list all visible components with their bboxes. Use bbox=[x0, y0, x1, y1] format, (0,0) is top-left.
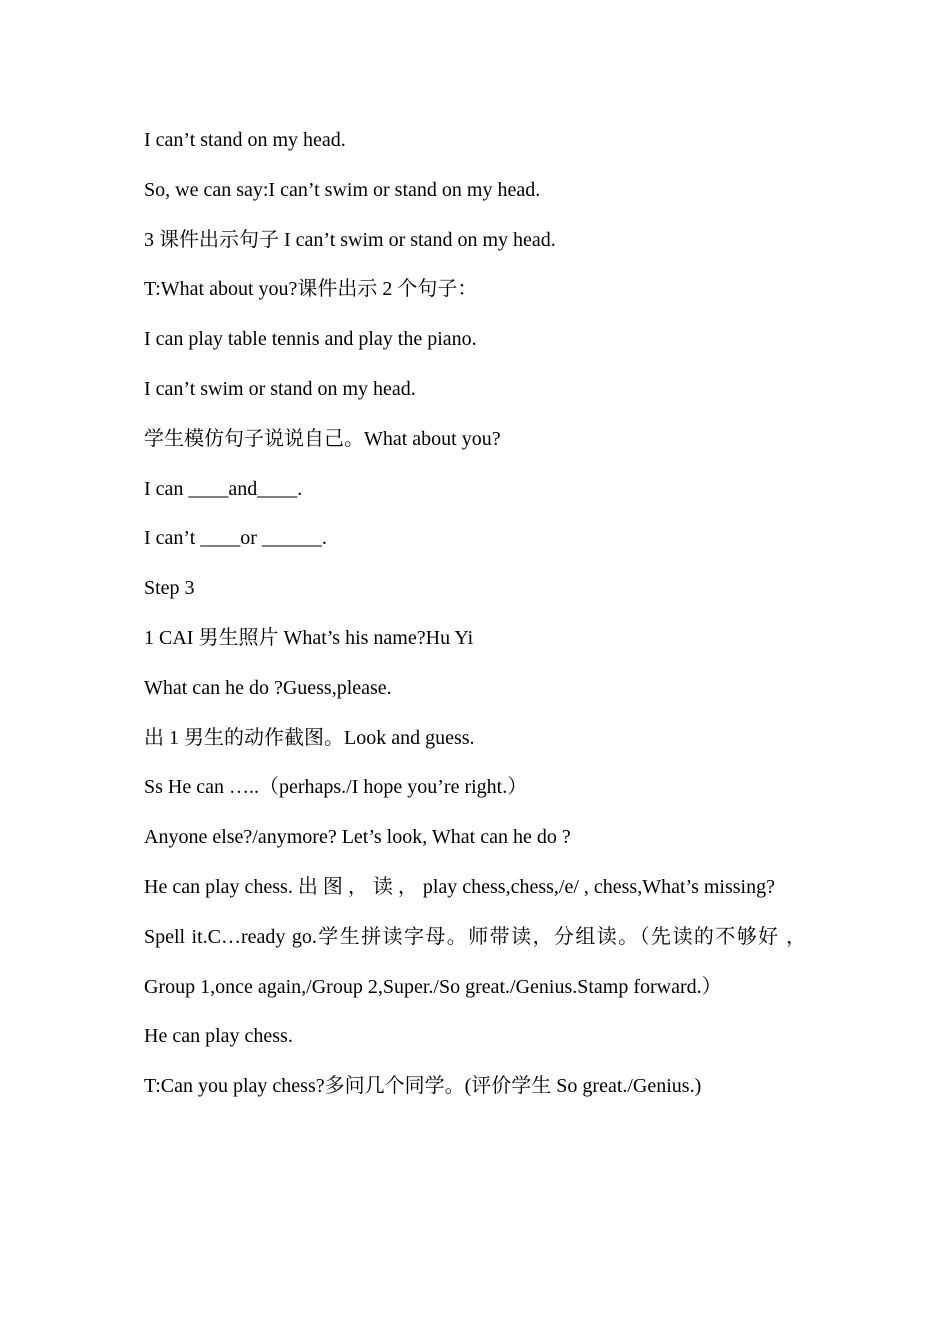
text-line: Anyone else?/anymore? Let’s look, What can he do ? bbox=[144, 826, 571, 849]
text-line: So, we can say:I can’t swim or stand on my head. bbox=[144, 178, 541, 201]
document-body bbox=[144, 116, 806, 1112]
text-line: 1 CAI 男生照片 What’s his name?Hu Yi bbox=[144, 626, 474, 649]
paragraph-chess: He can play chess. 出 图 ， 读 ， play chess,chess,/e/ , chess,What’s missing? bbox=[144, 875, 775, 898]
text-line: He can play chess. bbox=[144, 1025, 293, 1048]
text-line: Ss He can …..（perhaps./I hope you’re right.） bbox=[144, 776, 528, 799]
text-line: I can ____and____. bbox=[144, 477, 303, 500]
text-line: What can he do ?Guess,please. bbox=[144, 676, 392, 699]
text-line: I can’t stand on my head. bbox=[144, 129, 346, 151]
step-heading: Step 3 bbox=[144, 577, 195, 600]
text-line: T:What about you?课件出示 2 个句子： bbox=[144, 278, 478, 301]
text-line: I can play table tennis and play the piano. bbox=[144, 328, 477, 351]
text-line: I can’t ____or ______. bbox=[144, 527, 327, 550]
text-line: T:Can you play chess?多问几个同学。(评价学生 So great./Genius.) bbox=[144, 1075, 702, 1098]
text-line: I can’t swim or stand on my head. bbox=[144, 377, 416, 400]
paragraph-spell: Spell it.C…ready go.学生拼读字母。师带读，分组读。（先读的不够好 ， Group 1,once again,/Group 2,Super./So great./Genius.Stamp forward.） bbox=[144, 925, 806, 998]
text-line: 3 课件出示句子 I can’t swim or stand on my head. bbox=[144, 228, 556, 251]
text-line: 出 1 男生的动作截图。Look and guess. bbox=[144, 726, 475, 749]
text-line: 学生模仿句子说说自己。What about you? bbox=[144, 427, 501, 450]
